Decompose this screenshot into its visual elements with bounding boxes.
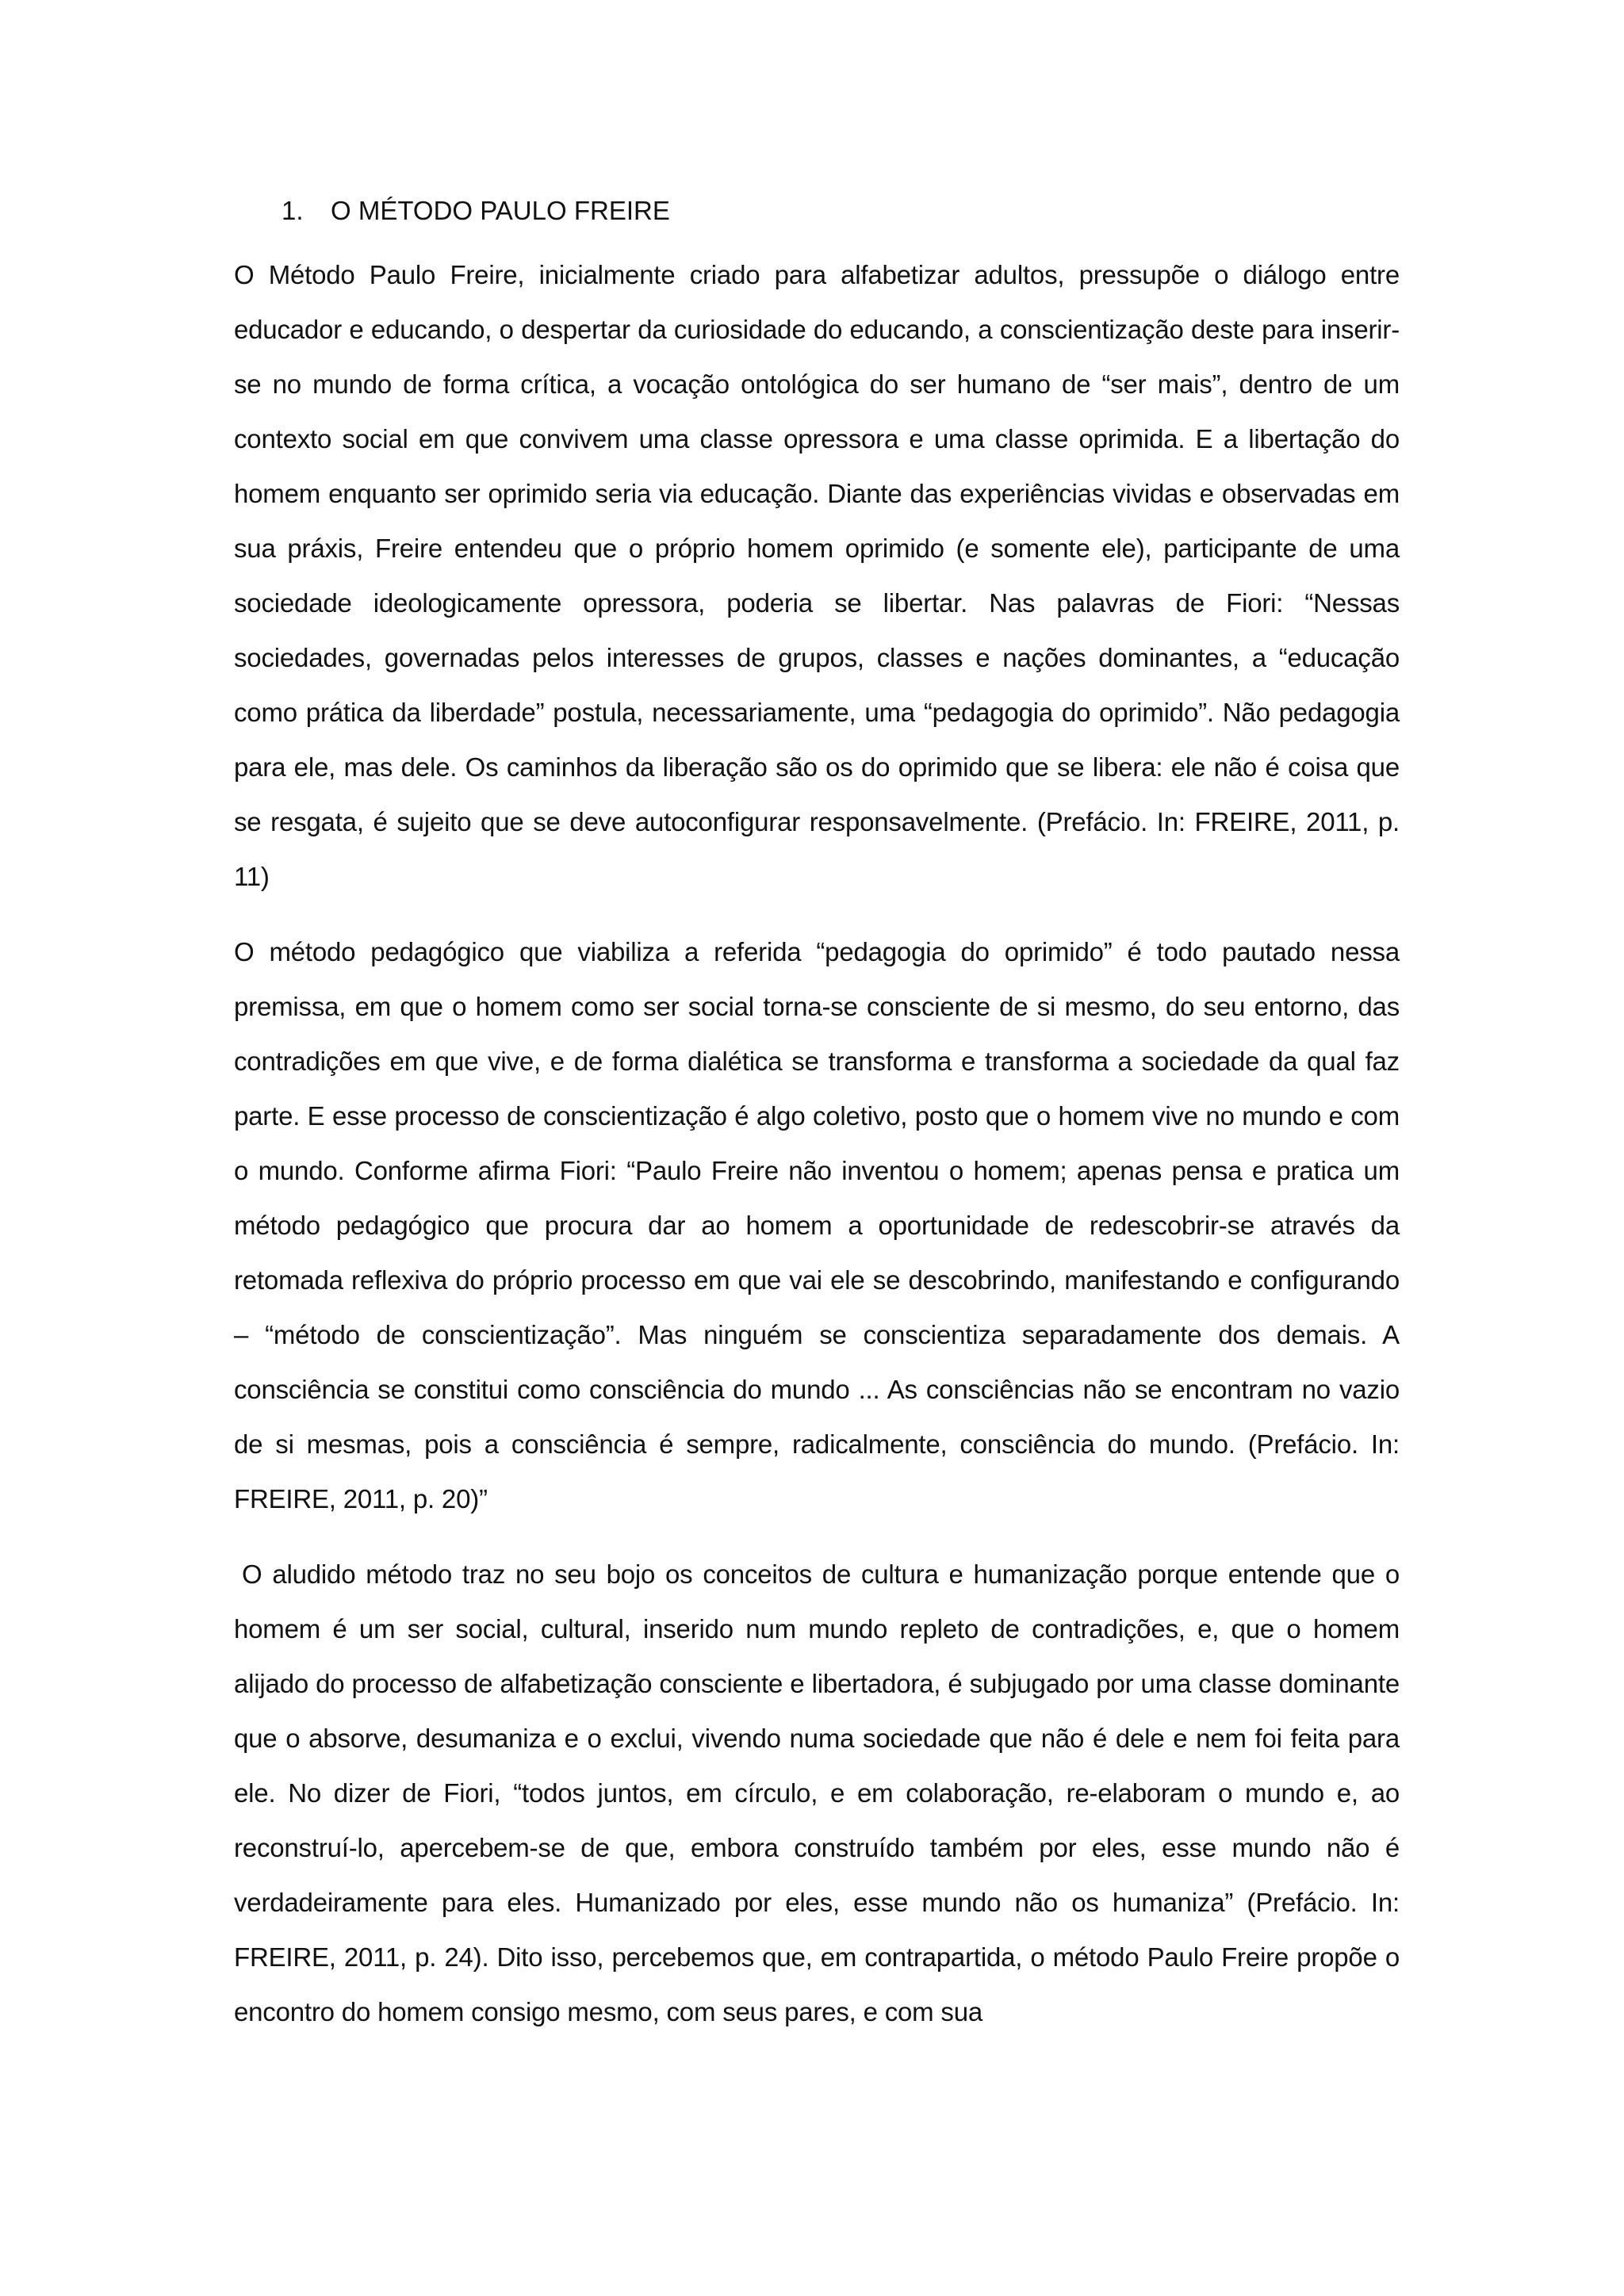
paragraph-1: O Método Paulo Freire, inicialmente criado para alfabetizar adultos, pressupõe o diálogo entre educador e educando, o despertar da curiosidade do educando, a conscientização deste para inserir-se no mundo de forma crítica, a vocação ontológica do ser humano de “ser mais”, dentro de um contexto social em que convivem uma classe opressora e uma classe oprimida. E a libertação do homem enquanto ser oprimido seria via educação. Diante das experiências vividas e observadas em sua práxis, Freire entendeu que o próprio homem oprimido (e somente ele), participante de uma sociedade ideologicamente opressora, poderia se libertar. Nas palavras de Fiori: “Nessas sociedades, governadas pelos interesses de grupos, classes e nações dominantes, a “educação como prática da liberdade” postula, necessariamente, uma “pedagogia do oprimido”. Não pedagogia para ele, mas dele. Os caminhos da liberação são os do oprimido que se libera: ele não é coisa que se resgata, é sujeito que se deve autoconfigurar responsavelmente. (Prefácio. In: FREIRE, 2011, p. 11) xyxy=(234,260,1400,891)
section-title: O MÉTODO PAULO FREIRE xyxy=(331,196,670,225)
paragraph-3: O aludido método traz no seu bojo os conceitos de cultura e humanização porque entende que o homem é um ser social, cultural, inserido num mundo repleto de contradições, e, que o homem alijado do processo de alfabetização consciente e libertadora, é subjugado por uma classe dominante que o absorve, desumaniza e o exclui, vivendo numa sociedade que não é dele e nem foi feita para ele. No dizer de Fiori, “todos juntos, em círculo, e em colaboração, re-elaboram o mundo e, ao reconstruí-lo, apercebem-se de que, embora construído também por eles, esse mundo não é verdadeiramente para eles. Humanizado por eles, esse mundo não os humaniza” (Prefácio. In: FREIRE, 2011, p. 24). Dito isso, percebemos que, em contrapartida, o método Paulo Freire propõe o encontro do homem consigo mesmo, com seus pares, e com sua xyxy=(234,1559,1400,2026)
section-number: 1. xyxy=(282,196,304,225)
section-heading xyxy=(282,190,1400,232)
paragraph-2: O método pedagógico que viabiliza a referida “pedagogia do oprimido” é todo pautado nessa premissa, em que o homem como ser social torna-se consciente de si mesmo, do seu entorno, das contradições em que vive, e de forma dialética se transforma e transforma a sociedade da qual faz parte. E esse processo de conscientização é algo coletivo, posto que o homem vive no mundo e com o mundo. Conforme afirma Fiori: “Paulo Freire não inventou o homem; apenas pensa e pratica um método pedagógico que procura dar ao homem a oportunidade de redescobrir-se através da retomada reflexiva do próprio processo em que vai ele se descobrindo, manifestando e configurando – “método de conscientização”. Mas ninguém se conscientiza separadamente dos demais. A consciência se constitui como consciência do mundo ... As consciências não se encontram no vazio de si mesmas, pois a consciência é sempre, radicalmente, consciência do mundo. (Prefácio. In: FREIRE, 2011, p. 20)” xyxy=(234,937,1400,1513)
document-body xyxy=(234,190,1400,2060)
